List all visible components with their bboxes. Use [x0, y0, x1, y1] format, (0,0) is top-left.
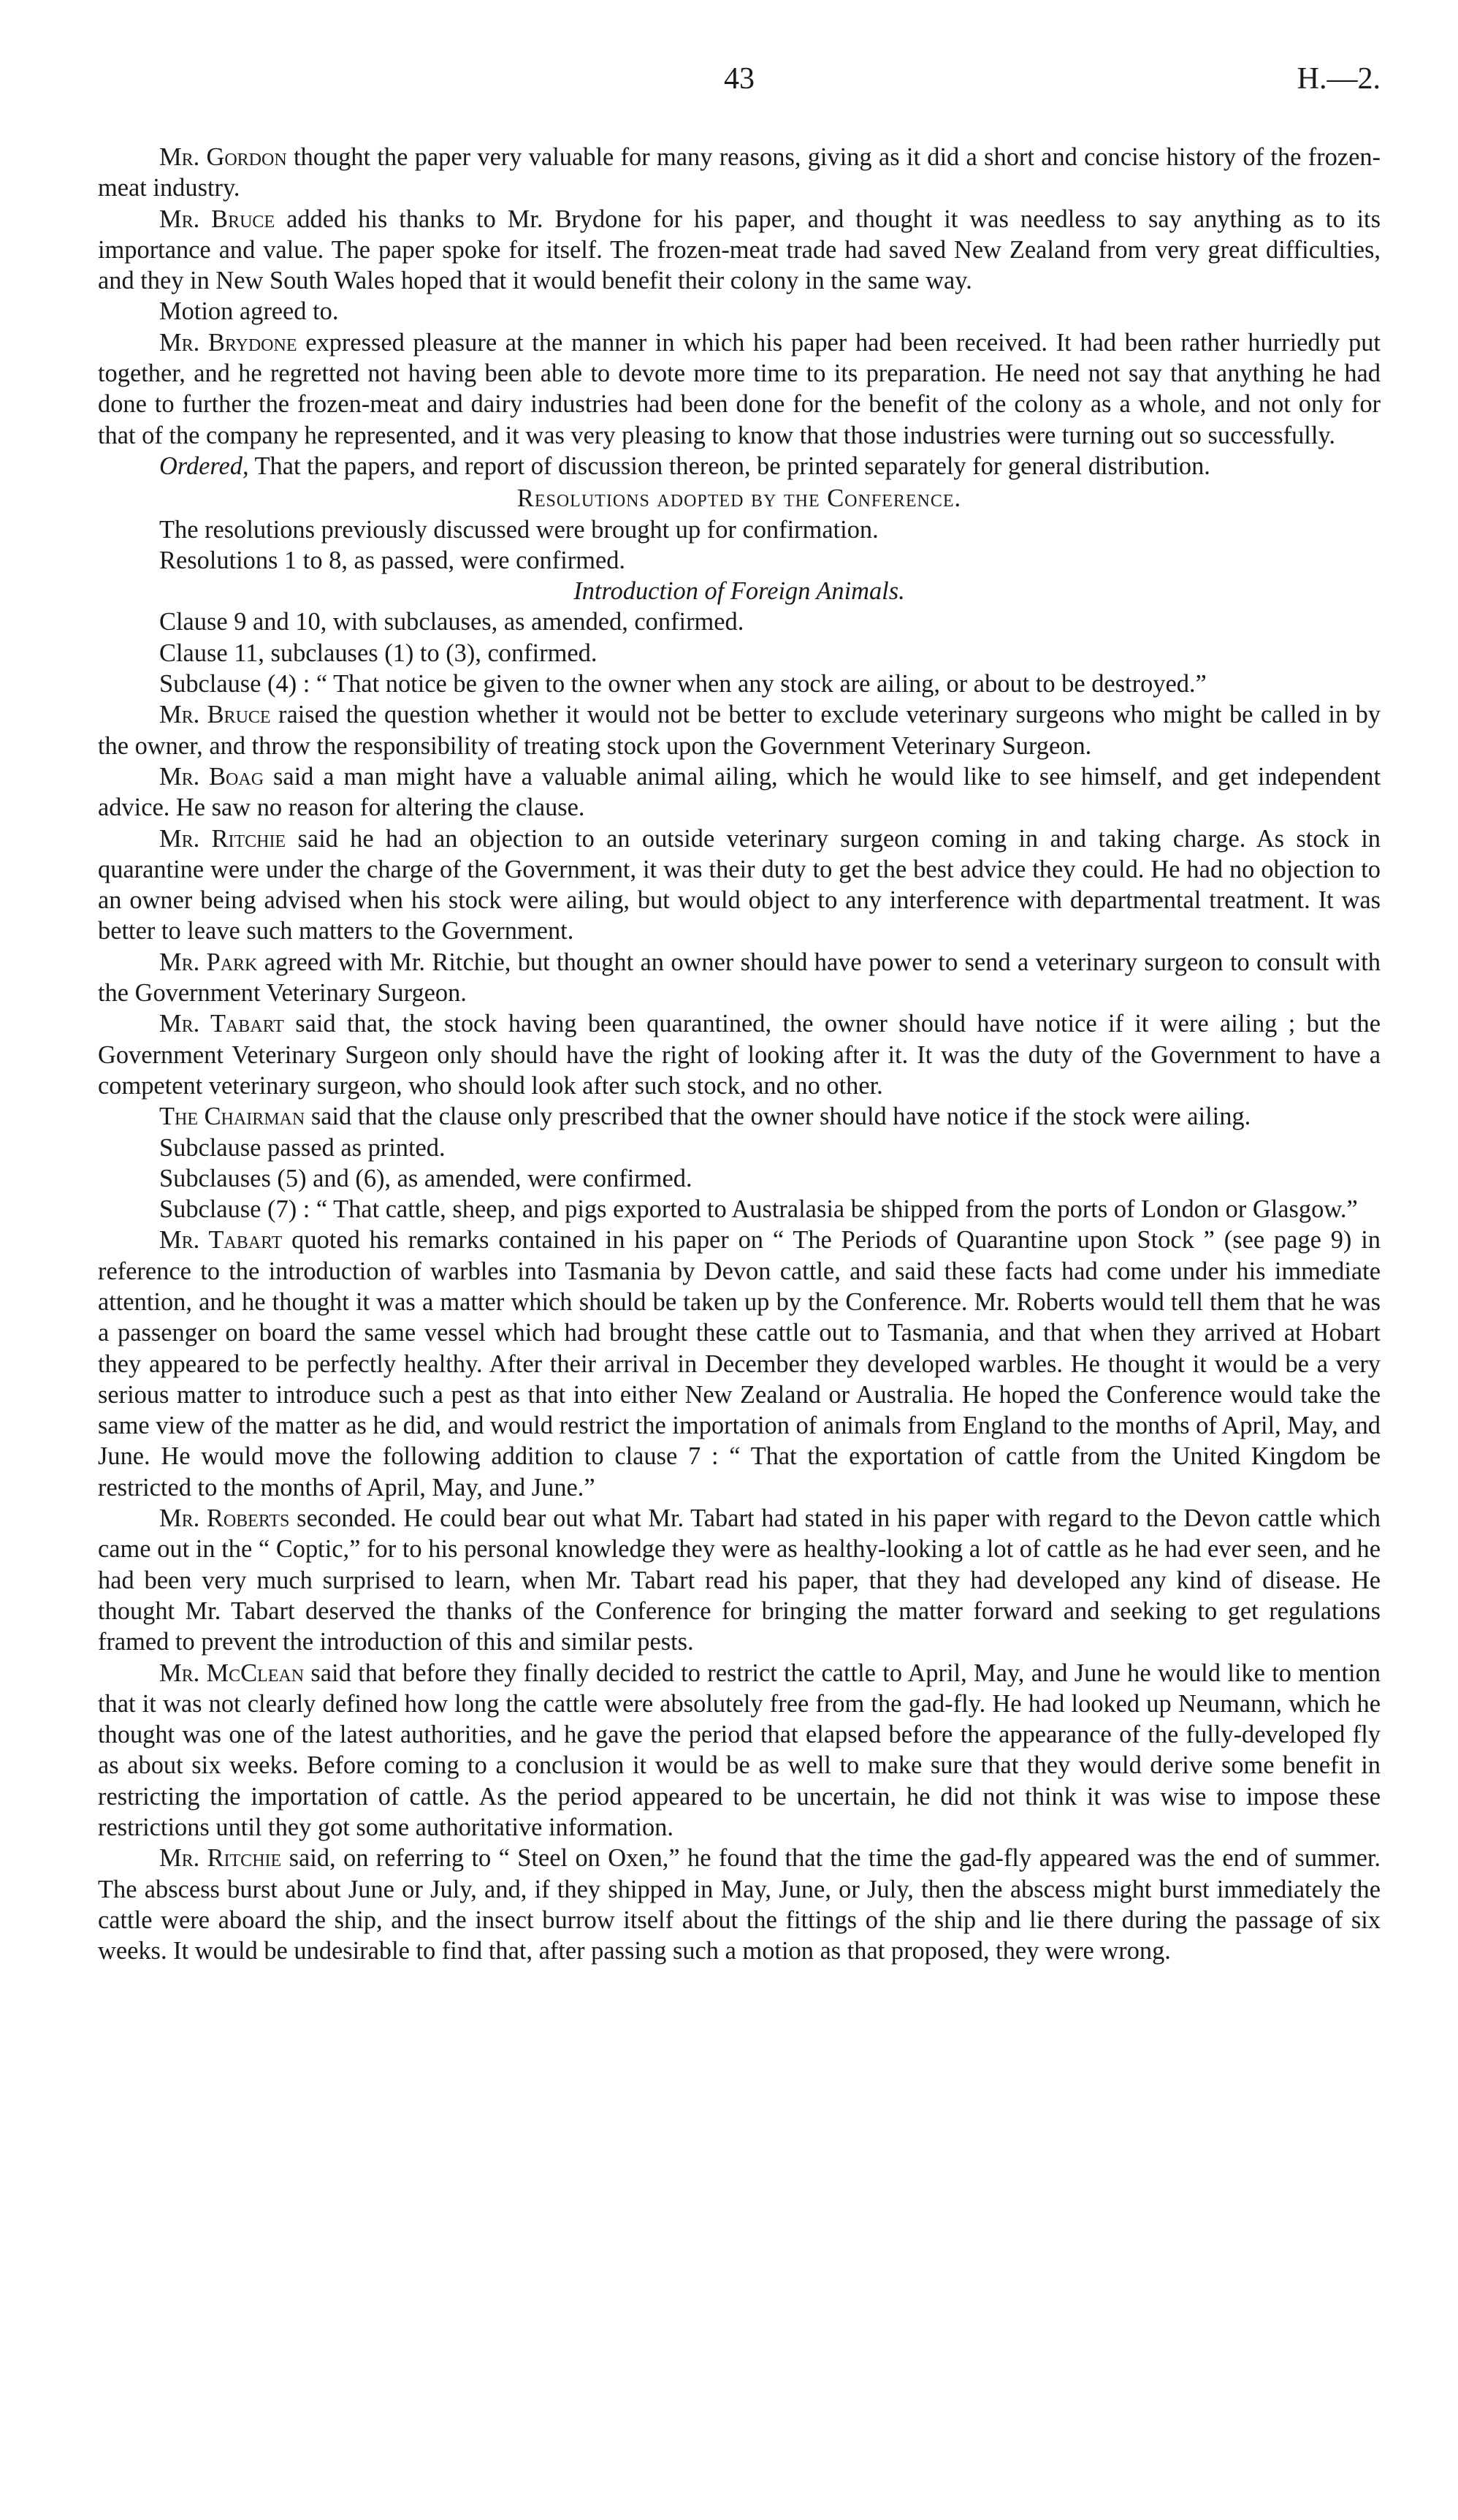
paragraph — [98, 1194, 1381, 1225]
paragraph-text: Subclause (7) : “ That cattle, sheep, and pigs exported to Australasia be shipped from the ports of London or Glasgow.” — [159, 1195, 1358, 1224]
paragraph-lead-italic: Ordered, — [159, 452, 249, 480]
speaker-name: The Chairman — [159, 1103, 305, 1131]
speaker-name: Mr. Roberts — [159, 1504, 290, 1533]
speaker-name: Mr. Brydone — [159, 328, 297, 357]
paragraph-text: Motion agreed to. — [159, 297, 339, 326]
paragraph — [98, 142, 1381, 204]
paragraph-text: thought the paper very valuable for many reasons, giving as it did a short and concise history of the frozen-meat industry. — [98, 143, 1381, 202]
paragraph-text: Resolutions 1 to 8, as passed, were confirmed. — [159, 546, 626, 574]
paragraph — [98, 699, 1381, 761]
paragraph — [98, 1225, 1381, 1503]
paragraph-text: Clause 9 and 10, with subclauses, as amended, confirmed. — [159, 608, 744, 636]
paragraph-group-foreign-animals — [98, 606, 1381, 1966]
paragraph-text: Subclause (4) : “ That notice be given to the owner when any stock are ailing, or about to be destroyed.” — [159, 670, 1207, 698]
paragraph — [98, 823, 1381, 947]
paragraph-text: added his thanks to Mr. Brydone for his paper, and thought it was needless to say anything as to its importance and value. The paper spoke for itself. The frozen-meat trade had saved New Zealand from very great difficulties, and they in New South Wales hoped that it would benefit their colony in the same way. — [98, 205, 1381, 295]
paragraph-text: said, on referring to “ Steel on Oxen,” he found that the time the gad-fly appeared was the end of summer. The abscess burst about June or July, and, if they shipped in May, June, or July, then the abscess might burst immediately the cattle were aboard the ship, and the insect burrow itself about the fittings of the ship and lie there during the passage of six weeks. It would be undesirable to find that, after passing such a motion as that proposed, they were wrong. — [98, 1844, 1381, 1965]
paragraph — [98, 947, 1381, 1009]
paragraph-text: Subclauses (5) and (6), as amended, were confirmed. — [159, 1164, 692, 1192]
paragraph — [98, 606, 1381, 637]
speaker-name: Mr. Bruce — [159, 205, 275, 233]
paragraph — [98, 761, 1381, 823]
paragraph-text: The resolutions previously discussed were brought up for confirmation. — [159, 515, 879, 544]
section-heading: Resolutions adopted by the Conference. — [516, 484, 962, 513]
paragraph — [98, 451, 1381, 481]
paragraph-text: That the papers, and report of discussion thereon, be printed separately for general distribution. — [248, 452, 1210, 480]
paragraph-text: said that before they finally decided to restrict the cattle to April, May, and June he would like to mention that it was not clearly defined how long the cattle were absolutely free from the gad-fly. He had looked up Neumann, which he thought was one of the latest authorities, and he gave the period that elapsed before the appearance of the fully-developed fly as about six weeks. Before coming to a conclusion it would be as well to make sure that they would derive some benefit in restricting the importation of cattle. As the period appeared to be uncertain, he did not think it was wise to impose these restrictions until they got some authoritative information. — [98, 1659, 1381, 1842]
paragraph — [98, 1163, 1381, 1194]
paragraph — [98, 204, 1381, 297]
paragraph — [98, 669, 1381, 699]
paragraph-text: said a man might have a valuable animal ailing, which he would like to see himself, and get independent advice. He saw no reason for altering the clause. — [98, 762, 1381, 822]
page-header — [98, 61, 1381, 113]
paragraph-text: Clause 11, subclauses (1) to (3), confirmed. — [159, 639, 598, 667]
paragraph-text: seconded. He could bear out what Mr. Tabart had stated in his paper with regard to the Devon cattle which came out in the “ Coptic,” for to his personal knowledge they were as healthy-looking a lot of cattle as he had ever seen, and he had been very much surprised to learn, when Mr. Tabart read his paper, that they had developed any kind of disease. He thought Mr. Tabart deserved the thanks of the Conference for bringing the matter forward and seeking to get regulations framed to prevent the introduction of this and similar pests. — [98, 1504, 1381, 1656]
paragraph — [98, 545, 1381, 576]
page-number: 43 — [724, 62, 755, 96]
speaker-name: Mr. Ritchie — [159, 1844, 282, 1873]
paragraph — [98, 1658, 1381, 1843]
paragraph-text: agreed with Mr. Ritchie, but thought an owner should have power to send a veterinary surgeon to consult with the Government Veterinary Surgeon. — [98, 948, 1381, 1008]
speaker-name: Mr. McClean — [159, 1659, 305, 1687]
sub-heading: Introduction of Foreign Animals. — [573, 577, 905, 606]
document-page — [98, 61, 1381, 1967]
paragraph-group-discussion — [98, 142, 1381, 481]
paper-reference: H.—2. — [1297, 62, 1381, 96]
paragraph-text: raised the question whether it would not be better to exclude veterinary surgeons who might be called in by the owner, and throw the responsibility of treating stock upon the Government Veterinary Surgeon. — [98, 701, 1381, 760]
speaker-name: Mr. Boag — [159, 762, 264, 791]
paragraph-text: said that the clause only prescribed that the owner should have notice if the stock were ailing. — [305, 1103, 1251, 1131]
paragraph-group-resolutions — [98, 514, 1381, 576]
paragraph-text: quoted his remarks contained in his paper on “ The Periods of Quarantine upon Stock ” (see page 9) in reference to the introduction of warbles into Tasmania by Devon cattle, and said these facts had come under his immediate attention, and he thought it was a matter which should be taken up by the Conference. Mr. Roberts would tell them that he was a passenger on board the same vessel which had brought these cattle out to Tasmania, and that when they arrived at Hobart they appeared to be perfectly healthy. After their arrival in December they developed warbles. He thought it would be a very serious matter to introduce such a pest as that into either New Zealand or Australia. He hoped the Conference would take the same view of the matter as he did, and would restrict the importation of animals from England to the months of April, May, and June. He would move the following addition to clause 7 : “ That the exportation of cattle from the United Kingdom be restricted to the months of April, May, and June.” — [98, 1226, 1381, 1501]
speaker-name: Mr. Tabart — [159, 1010, 284, 1038]
paragraph — [98, 1008, 1381, 1101]
paragraph-text: expressed pleasure at the manner in which his paper had been received. It had been rather hurriedly put together, and he regretted not having been able to devote more time to its preparation. He need not say that anything he had done to further the frozen-meat and dairy industries had been done for the benefit of the colony as a whole, and not only for that of the company he represented, and it was very pleasing to know that those industries were turning out so successfully. — [98, 328, 1381, 449]
paragraph-text: said he had an objection to an outside veterinary surgeon coming in and taking charge. As stock in quarantine were under the charge of the Government, it was their duty to get the best advice they could. He had no objection to an owner being advised when his stock were ailing, but would object to any interference with departmental treatment. It was better to leave such matters to the Government. — [98, 824, 1381, 945]
paragraph-text: Subclause passed as printed. — [159, 1133, 446, 1162]
paragraph — [98, 1503, 1381, 1657]
paragraph-text: said that, the stock having been quarantined, the owner should have notice if it were ailing ; but the Government Veterinary Surgeon only should have the right of looking after it. It was the duty of the Government to have a competent veterinary surgeon, who should look after such stock, and no other. — [98, 1010, 1381, 1100]
paragraph — [98, 1843, 1381, 1966]
speaker-name: Mr. Bruce — [159, 701, 271, 729]
speaker-name: Mr. Gordon — [159, 143, 287, 171]
paragraph — [98, 1101, 1381, 1132]
speaker-name: Mr. Tabart — [159, 1226, 283, 1255]
document-body — [98, 142, 1381, 1967]
speaker-name: Mr. Park — [159, 948, 258, 976]
paragraph — [98, 638, 1381, 669]
speaker-name: Mr. Ritchie — [159, 824, 286, 853]
paragraph — [98, 514, 1381, 545]
paragraph — [98, 327, 1381, 451]
paragraph — [98, 296, 1381, 327]
paragraph — [98, 1133, 1381, 1163]
